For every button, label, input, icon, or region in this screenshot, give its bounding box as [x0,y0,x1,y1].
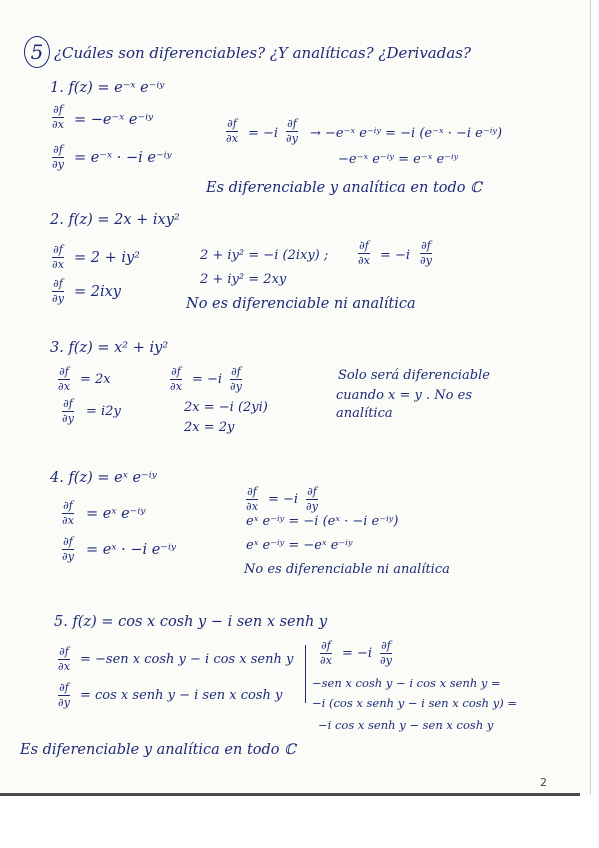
p2-dfdx-value: = 2 + iy² [74,250,140,266]
p4-cr1: eˣ e⁻ⁱʸ = −i (eˣ · −i e⁻ⁱʸ) [246,514,399,529]
p4-dfdy: ∂f ∂y [62,535,74,563]
p1-cr-mid: = −i [248,126,279,141]
p1-cr-rhs: → −e⁻ˣ e⁻ⁱʸ = −i (e⁻ˣ · −i e⁻ⁱʸ) [310,126,503,141]
p5-dfdx: ∂f ∂x [58,645,70,673]
p5-dfdy-value: = cos x senh y − i sen x cosh y [80,688,283,703]
page-number: 2 [540,776,547,789]
p1-title: 1. f(z) = e⁻ˣ e⁻ⁱʸ [50,80,165,96]
p2-conclusion: No es diferenciable ni analítica [186,296,416,312]
p4-cr-mid: = −i [268,492,299,507]
p5-dfdy: ∂f ∂y [58,681,70,709]
p3-conclusion-3: analítica [336,406,393,421]
p1-cr-dfdx: ∂f ∂x [226,117,238,145]
p5-title: 5. f(z) = cos x cosh y − i sen x senh y [54,614,328,630]
p1-dfdy-value: = e⁻ˣ · −i e⁻ⁱʸ [74,150,172,166]
p4-dfdy-value: = eˣ · −i e⁻ⁱʸ [86,542,177,558]
p3-cr-dfdy: ∂f ∂y [230,365,242,393]
p5-conclusion: Es diferenciable y analítica en todo ℂ [20,742,296,758]
p2-cr1: 2 + iy² = −i (2ixy) ; [200,248,329,263]
p3-cr1: 2x = −i (2yi) [184,400,268,415]
p1-dfdy: ∂f ∂y [52,143,64,171]
p2-cr-dfdy: ∂f ∂y [420,239,432,267]
p3-dfdx-value: = 2x [80,372,111,387]
p2-cr-mid: = −i [380,248,411,263]
p4-dfdx-value: = eˣ e⁻ⁱʸ [86,506,146,522]
p2-title: 2. f(z) = 2x + ixy² [50,212,180,228]
p3-dfdy-value: = i2y [86,404,121,419]
p5-cr1: −sen x cosh y − i cos x senh y = [312,676,501,690]
p1-conclusion: Es diferenciable y analítica en todo ℂ [206,180,482,196]
p4-cr-dfdy: ∂f ∂y [306,485,318,513]
p5-cr-dfdy: ∂f ∂y [380,639,392,667]
p4-dfdx: ∂f ∂x [62,499,74,527]
p4-cr-dfdx: ∂f ∂x [246,485,258,513]
p2-dfdy-value: = 2ixy [74,284,121,300]
p1-dfdx: ∂f ∂x [52,103,64,131]
p3-cr-dfdx: ∂f ∂x [170,365,182,393]
exercise-number: 5 [24,36,50,68]
p4-title: 4. f(z) = eˣ e⁻ⁱʸ [50,470,157,486]
p3-cr-mid: = −i [192,372,223,387]
p3-cr2: 2x = 2y [184,420,235,435]
p4-conclusion: No es diferenciable ni analítica [244,562,450,577]
p1-cr2: −e⁻ˣ e⁻ⁱʸ = e⁻ˣ e⁻ⁱʸ [338,152,459,167]
p2-cr-dfdx: ∂f ∂x [358,239,370,267]
p5-cr3: −i cos x senh y − sen x cosh y [318,718,494,732]
p5-cr-mid: = −i [342,646,373,661]
p5-cr-dfdx: ∂f ∂x [320,639,332,667]
p3-title: 3. f(z) = x² + iy² [50,340,169,356]
page-edge [0,793,580,796]
p5-cr2: −i (cos x senh y − i sen x cosh y) = [312,696,517,710]
p3-conclusion-2: cuando x = y . No es [336,388,472,403]
p1-cr-dfdy: ∂f ∂y [286,117,298,145]
p5-dfdx-value: = −sen x cosh y − i cos x senh y [80,652,294,667]
p1-dfdx-value: = −e⁻ˣ e⁻ⁱʸ [74,112,154,128]
p2-dfdx: ∂f ∂x [52,243,64,271]
p2-dfdy: ∂f ∂y [52,277,64,305]
p2-cr2: 2 + iy² = 2xy [200,272,287,287]
p3-dfdx: ∂f ∂x [58,365,70,393]
p3-dfdy: ∂f ∂y [62,397,74,425]
p3-conclusion-1: Solo será diferenciable [338,368,490,383]
p4-cr2: eˣ e⁻ⁱʸ = −eˣ e⁻ⁱʸ [246,538,353,553]
p5-brace [305,645,309,703]
exercise-question: ¿Cuáles son diferenciables? ¿Y analíticas? ¿Derivadas? [54,44,472,62]
